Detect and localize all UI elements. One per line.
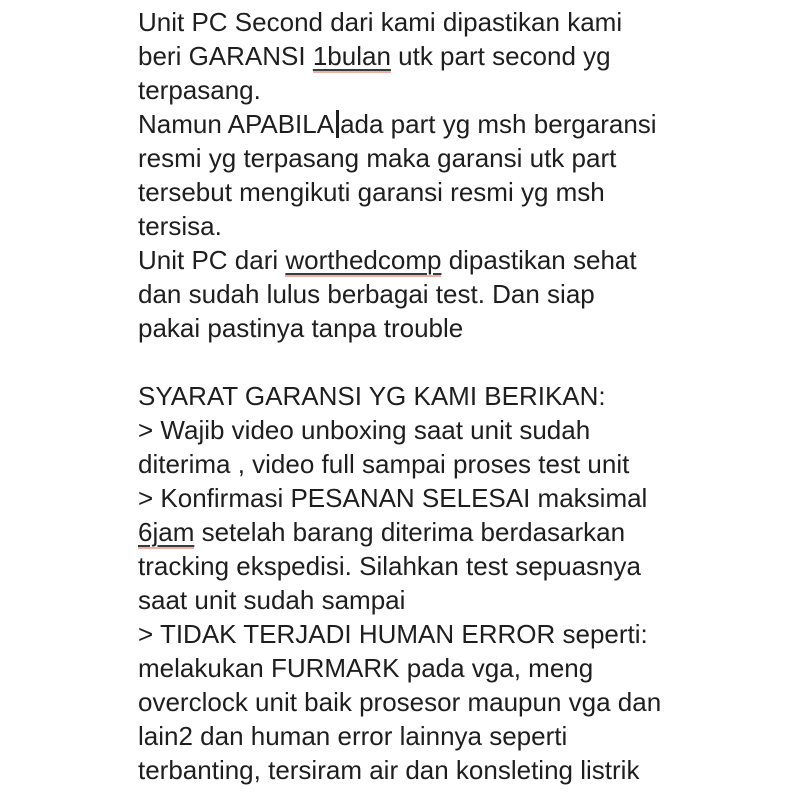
text-run: saat unit sudah sampai [138, 585, 406, 615]
text-run: > Konfirmasi PESANAN SELESAI maksimal [138, 483, 648, 513]
text-run: > Wajib video unboxing saat unit sudah [138, 415, 591, 445]
misspelled-word: worthedcomp [285, 245, 442, 275]
text-line [138, 753, 792, 787]
text-run: tersebut mengikuti garansi resmi yg msh [138, 177, 605, 207]
text-run: tersisa. [138, 211, 222, 241]
text-run: terbanting, tersiram air dan konsleting listrik [138, 755, 640, 785]
text-line [138, 379, 792, 413]
text-line [138, 719, 792, 753]
text-line [138, 549, 792, 583]
text-line [138, 583, 792, 617]
blank-line [138, 345, 792, 379]
misspelled-word: 1bulan [312, 41, 391, 71]
text-line [138, 39, 792, 73]
text-run: overclock unit baik prosesor maupun vga dan [138, 687, 662, 717]
text-run: melakukan FURMARK pada vga, meng [138, 653, 594, 683]
text-line [138, 175, 792, 209]
text-line [138, 5, 792, 39]
text-run: ada part yg msh bergaransi [340, 109, 657, 139]
text-line [138, 515, 792, 549]
text-run: > TIDAK TERJADI HUMAN ERROR seperti: [138, 619, 648, 649]
text-run: Unit PC dari [138, 245, 286, 275]
misspelled-word: 6jam [138, 517, 195, 547]
text-run: Unit PC Second dari kami dipastikan kami [138, 7, 623, 37]
text-run: Namun APABILA [138, 109, 335, 139]
text-run: setelah barang diterima berdasarkan [194, 517, 626, 547]
text-caret [336, 110, 339, 138]
text-line [138, 107, 792, 141]
text-line [138, 413, 792, 447]
text-line [138, 277, 792, 311]
text-run: lain2 dan human error lainnya seperti [138, 721, 568, 751]
text-run: SYARAT GARANSI YG KAMI BERIKAN: [138, 381, 606, 411]
text-run: dipastikan sehat [441, 245, 637, 275]
text-line [138, 651, 792, 685]
text-run: terpasang. [138, 75, 261, 105]
text-run: pakai pastinya tanpa trouble [138, 313, 464, 343]
text-line [138, 311, 792, 345]
text-line [138, 209, 792, 243]
text-run: tracking ekspedisi. Silahkan test sepuasnya [138, 551, 641, 581]
text-line [138, 243, 792, 277]
text-line [138, 447, 792, 481]
text-run: resmi yg terpasang maka garansi utk part [138, 143, 617, 173]
text-lines [138, 5, 792, 787]
text-line [138, 481, 792, 515]
text-line [138, 617, 792, 651]
text-run: diterima , video full sampai proses test unit [138, 449, 630, 479]
text-line [138, 141, 792, 175]
text-run: beri GARANSI [138, 41, 313, 71]
text-run: utk part second yg [390, 41, 611, 71]
text-run: dan sudah lulus berbagai test. Dan siap [138, 279, 595, 309]
text-line [138, 73, 792, 107]
text-line [138, 685, 792, 719]
